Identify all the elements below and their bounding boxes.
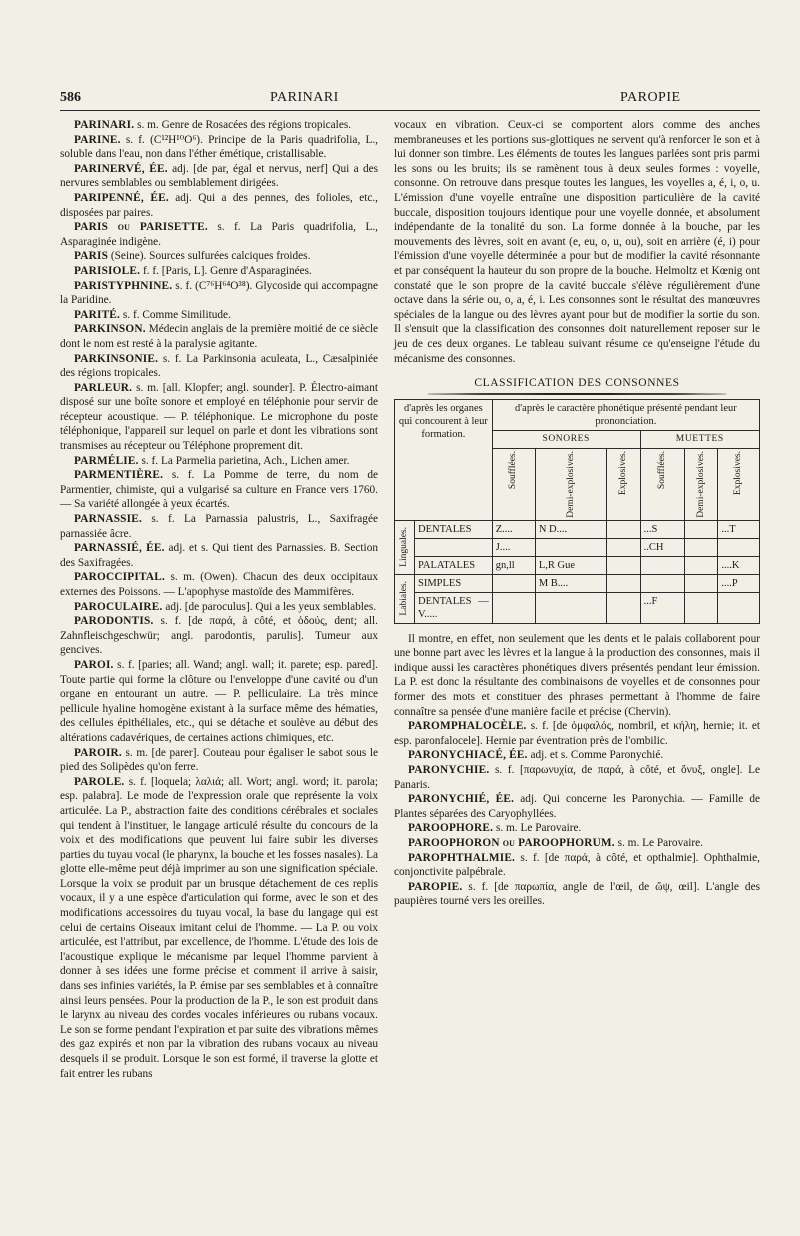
definition: s. m. [de parer]. Couteau pour égaliser le sabot sous le pied des Solipèdes qu'on ferre.: [60, 746, 378, 774]
headword: PARNASSIE.: [74, 513, 143, 526]
headword: PARKINSON.: [74, 323, 146, 336]
table-cell: ....P: [718, 574, 760, 592]
entry: [60, 308, 378, 323]
table-cell: [607, 520, 640, 538]
definition: adj. [de par, égal et nervus, nerf] Qui a des nervures semblables ou semblablement dirigées.: [60, 162, 379, 190]
entry: [60, 249, 378, 264]
headword: PARMÉLIE.: [74, 454, 139, 467]
headword: PAROI.: [74, 658, 114, 671]
headword: PAROOPHORON ou PAROOPHORUM.: [408, 837, 615, 849]
headword: PARODONTIS.: [74, 615, 154, 628]
row-group-text: Linguales.: [399, 527, 409, 568]
phonetic-header-text: d'après le caractère phonétique présenté pendant leur prononciation.: [515, 402, 737, 427]
headword: PARINE.: [74, 133, 121, 146]
table-cell: [640, 574, 685, 592]
headword: PARONYCHIÉ, ÉE.: [408, 793, 515, 806]
definition: s. m. Genre de Rosacées des régions tropicales.: [134, 119, 352, 131]
headword: PARIS ou PARISETTE.: [74, 221, 208, 234]
table-cell: L,R Gue: [535, 556, 607, 574]
entry: [394, 719, 760, 748]
entry: [60, 541, 378, 570]
headword: PAROMPHALOCÈLE.: [408, 720, 527, 733]
table-row: [395, 538, 760, 556]
entry: [394, 821, 760, 836]
table-cell: [492, 574, 535, 592]
entry: [60, 191, 378, 220]
right-column: [394, 118, 760, 909]
headword: PARLEUR.: [74, 381, 133, 394]
entry: [60, 220, 378, 249]
definition: adj. Qui concerne les Paronychia. — Famille de Plantes séparées des Caryophyllées.: [394, 793, 760, 820]
row-label: [415, 538, 493, 556]
row-label: DENTALES — V.....: [415, 592, 493, 623]
headword: PARNASSIÉ, ÉE.: [74, 542, 165, 555]
entry: [394, 851, 760, 880]
table-cell: [685, 520, 718, 538]
table-cell: [640, 556, 685, 574]
table-cell: ...S: [640, 520, 685, 538]
entry: [60, 775, 378, 1081]
definition: Il montre, en effet, non seulement que les dents et le palais collaborent pour une bonne part avec les lèvres et la langue à la production des consonnes, mais il indique aussi les caractères phonétiques divers présentés pendant leur émission. La P. est donc la résultante des combinaisons de voyelles et de consonnes pour former des mots et constituer des phrases permettant à l'homme de faire connaître sa pensée d'une manière facile et précise (Chervin).: [394, 632, 760, 718]
definition: s. f. La Paris quadrifolia, L., Asparaginée indigène.: [60, 221, 378, 248]
table-cell: N D....: [535, 520, 607, 538]
col-label-text: Explosives.: [733, 450, 744, 495]
headword: PARISTYPHNINE.: [74, 279, 173, 292]
headword: PARINERVÉ, ÉE.: [74, 162, 168, 175]
headword: PARINARI.: [74, 119, 135, 131]
header-keyword-right: PAROPIE: [620, 90, 681, 105]
table-cell: ...F: [640, 592, 685, 623]
table-cell: Z....: [492, 520, 535, 538]
row-label: SIMPLES: [415, 574, 493, 592]
table-cell: [492, 592, 535, 623]
headword: PAROIR.: [74, 746, 122, 759]
table-cell: [535, 538, 607, 556]
table-cell: [607, 538, 640, 556]
classification-table: [394, 399, 760, 624]
headword: PAROOPHORE.: [408, 822, 494, 835]
phonetic-header: [492, 399, 759, 430]
col-label-text: Soufflées.: [656, 450, 667, 489]
row-group-text: Labiales.: [399, 581, 409, 616]
entry: [394, 880, 760, 909]
headword: PAROCULAIRE.: [74, 600, 163, 613]
table-cell: [685, 538, 718, 556]
col-label: [640, 448, 685, 520]
row-label: DENTALES: [415, 520, 493, 538]
table-cell: [607, 574, 640, 592]
definition: adj. et s. Comme Paronychié.: [527, 749, 664, 762]
headword: PARIPENNÉ, ÉE.: [74, 191, 169, 204]
entry: [60, 118, 378, 133]
entry: [394, 763, 760, 792]
col-label: [607, 448, 640, 520]
left-column: [60, 118, 378, 1081]
table-row: [395, 574, 760, 592]
entry: [60, 614, 378, 658]
definition: s. m. Le Parovaire.: [614, 837, 703, 849]
entry: [60, 381, 378, 454]
entry: [60, 600, 378, 615]
row-group: [395, 574, 415, 623]
entry: [394, 632, 760, 720]
definition: s. m. Le Parovaire.: [493, 822, 582, 835]
consonant-table: [394, 376, 760, 624]
table-row: [395, 592, 760, 623]
definition: s. f. [de παρά, à côté, et ὀδούς, dent; all. Zahnfleischgeschwür; angl. parodontis, parulis]. Tumeur aux gencives.: [60, 615, 378, 657]
table-cell: ....K: [718, 556, 760, 574]
col-label: [718, 448, 760, 520]
entry: [394, 748, 760, 763]
definition: s. m. [all. Klopfer; angl. sounder]. P. Électro-aimant disposé sur une boîte sonore et employé en téléphonie pour servir de récepteur acoustique. — P. téléphonique. Le microphone du poste téléphonique, l'appareil sur lequel on parle et dont les vibrations sont transmises au récepteur ou Téléphone proprement dit.: [60, 381, 378, 453]
group-sonores: SONORES: [492, 430, 640, 448]
col-label: [535, 448, 607, 520]
organs-header-text: d'après les organes qui concourent à leur formation.: [398, 402, 488, 440]
definition: s. f. (C⁷⁶H⁶⁴O³⁸). Glycoside qui accompagne la Paridine.: [60, 279, 378, 307]
col-label: [685, 448, 718, 520]
entry: [60, 264, 378, 279]
row-label: PALATALES: [415, 556, 493, 574]
running-header: [60, 84, 760, 111]
entry: [60, 352, 378, 381]
entry: [60, 570, 378, 599]
table-cell: [685, 574, 718, 592]
headword: PAROPIE.: [408, 880, 463, 893]
table-cell: [685, 592, 718, 623]
entry: [60, 133, 378, 162]
definition: adj. [de paroculus]. Qui a les yeux semblables.: [162, 600, 377, 613]
col-label-text: Explosives.: [618, 450, 629, 495]
col-label-text: Soufflées.: [508, 450, 519, 489]
definition: s. m. (Owen). Chacun des deux occipitaux externes des Poissons. — L'apophyse mastoïde des Mammifères.: [60, 571, 378, 598]
definition: f. f. [Paris, L]. Genre d'Asparaginées.: [140, 264, 312, 277]
entry: [60, 162, 378, 191]
definition: adj. Qui a des pennes, des folioles, etc., disposées par paires.: [60, 191, 379, 219]
definition: Médecin anglais de la première moitié de ce siècle dont le nom est resté à la paralysie agitante.: [60, 323, 378, 350]
definition: s. f. [de παρωπία, angle de l'œil, de ὤψ, œil]. L'angle des paupières tourné vers les oreilles.: [394, 880, 760, 908]
definition: s. f. La Parmelia parietina, Ach., Lichen amer.: [138, 454, 350, 467]
row-group: [395, 520, 415, 574]
table-cell: ..CH: [640, 538, 685, 556]
paragraph-continuation: vocaux en vibration. Ceux-ci se comportent alors comme des anches membraneuses et les portions sus-glottiques ne servent qu'à renforcer le son et à lui donner son timbre. Les éléments de toutes les langues parlées sont pris parmi les sons ou les bruits; ils se ramènent tous à deux seules formes : voyelle, consonne. On retrouve dans presque toutes les langues, les voyelles a, é, i, o, u. L'émission d'une voyelle entraîne une disposition particulière de la cavité buccale, disposition toujours identique pour une voyelle donnée, et absolument indépendante de la tonalité du son. La forme donnée à la bouche, par les mouvements des lèvres, soit en avant (e, eu, o, u, ou), soit en arrière (é, i) pour l'émission d'une voyelle déterminée a pour but de modifier la cavité résonnante et par conséquent la hauteur du son propre de la bouche. Helmoltz et Kœnig ont constaté que le son propre de la cavité buccale s'élève régulièrement d'une octave dans la série ou, o, a, é, i. Les consonnes sont le résultat des manœuvres spéciales de la langue ou des lèvres ayant pour but de modifier la sortie du son. Il s'ensuit que la classification des consonnes doit naturellement reposer sur le jeu de ces deux organes. Le tableau suivant résume ce qu'enseigne l'étude du mécanisme des consonnes.: [394, 119, 760, 365]
entry: [60, 322, 378, 351]
entry: [60, 468, 378, 512]
table-cell: [607, 556, 640, 574]
entry: [60, 454, 378, 469]
definition: s. f. Comme Similitude.: [120, 308, 231, 321]
table-cell: [607, 592, 640, 623]
page-number: 586: [60, 90, 81, 105]
table-cell: [718, 592, 760, 623]
definition: s. f. La Pomme de terre, du nom de Parmentier, chimiste, qui a vulgarisé sa culture en France vers 1760. — Sa variété allongée à yeux écartés.: [60, 469, 378, 511]
headword: PARONYCHIE.: [408, 764, 490, 777]
entry: [394, 792, 760, 821]
entry: [60, 658, 378, 746]
entry: [60, 512, 378, 541]
headword: PARKINSONIE.: [74, 352, 159, 365]
col-label: [492, 448, 535, 520]
headword: PARITÉ.: [74, 308, 121, 321]
headword: PARIS: [74, 250, 109, 263]
table-cell: gn,ll: [492, 556, 535, 574]
table-cell: ...T: [718, 520, 760, 538]
definition: s. f. La Parnassia palustris, L., Saxifragée parnassiée âcre.: [60, 513, 378, 540]
table-title: CLASSIFICATION DES CONSONNES: [394, 376, 760, 399]
table-row: [395, 556, 760, 574]
table-cell: [685, 556, 718, 574]
definition: s. f. [loquela; λαλιά; all. Wort; angl. word; it. parola; esp. palabra]. Le mode de l'expression orale que représente la voix articulée. La P., abstraction faite des conditions cérébrales et sociales qui tendent à l'instituer, le langage articulé résulte du concours de la voix et des modifications que peuvent lui faire subir les diverses parties du tuyau vocal (le pharynx, la bouche et les fosses nasales). La glotte elle-même peut déjà imprimer au son une signification spéciale. Lorsque la voix se produit par un brusque détachement de ces replis vocaux, il y a une espèce d'articulation qui forme, avec le son et des modifications accessoires du tuyau vocal, la base du langage qui est celui de certains Oiseaux imitant celui de l'homme. — La P. ou voix articulée, est l'attribut, par excellence, de l'homme. L'étude des lois de l'acoustique explique le mécanisme par lequel l'homme parvient à donner à ses idées une forme précise et comment il arrive à saisir, dans ses infinies variétés, la P. émise par ses semblables et à connaître ainsi leurs pensées. Pour la production de la P., le son est produit dans le larynx au niveau des cordes vocales inférieures ou rubans vocaux. Le son se forme pendant l'expiration et par suite des vibrations mêmes des gaz expirés et non par la vibration des rubans vocaux au niveau desquels il se produit. Lorsque le son est formé, il traverse la glotte et fait entrer les rubans: [60, 775, 378, 1080]
table-cell: [718, 538, 760, 556]
definition: s. f. [παρωνυχία, de παρά, à côté, et ὄνυξ, ongle]. Le Panaris.: [394, 764, 760, 791]
definition: s. f. [paries; all. Wand; angl. wall; it. parete; esp. pared]. Toute partie qui forme la clôture ou l'enveloppe d'une cavité ou d'un organe en entourant un autre. — P. pelliculaire. La très mince pellicule hyaline homogène existant à la surface même des hématies, des cellules épithéliales, etc., qui se détache et soulève au début des altérations cadavériques, de certaines actions chimiques, etc.: [60, 658, 378, 744]
organs-header: [395, 399, 493, 520]
definition: s. f. La Parkinsonia aculeata, L., Cæsalpiniée des régions tropicales.: [60, 352, 378, 380]
definition: s. f. [de ὀμφαλός, nombril, et κήλη, hernie; it. et esp. paronfalocele]. Hernie par éventration près de l'ombilic.: [394, 720, 760, 747]
group-muettes: MUETTES: [640, 430, 759, 448]
headword: PAROLE.: [74, 775, 125, 788]
headword: PARONYCHIACÉ, ÉE.: [408, 749, 528, 762]
col-label-text: Demi-explosives.: [565, 450, 576, 518]
definition: s. f. [de παρά, à côté, et opthalmie]. Ophthalmie, conjonctivite palpébrale.: [394, 851, 760, 879]
headword: PARISIOLE.: [74, 264, 141, 277]
definition: (Seine). Sources sulfurées calciques froides.: [108, 250, 311, 263]
entry: [60, 746, 378, 775]
header-keyword-left: PARINARI: [270, 90, 339, 105]
col-label-text: Demi-explosives.: [695, 450, 706, 518]
headword: PAROCCIPITAL.: [74, 571, 165, 584]
table-row: [395, 520, 760, 538]
table-cell: J....: [492, 538, 535, 556]
headword: PARMENTIÈRE.: [74, 469, 164, 482]
table-cell: [535, 592, 607, 623]
headword: PAROPHTHALMIE.: [408, 851, 516, 864]
entry: [60, 279, 378, 308]
table-cell: M B....: [535, 574, 607, 592]
definition: adj. et s. Qui tient des Parnassies. B. Section des Saxifragées.: [60, 542, 378, 569]
entry: [394, 836, 760, 851]
definition: s. f. (C¹²H¹⁰O⁶). Principe de la Paris quadrifolia, L., soluble dans l'eau, non dans l'éther émétique, cristallisable.: [60, 133, 378, 161]
